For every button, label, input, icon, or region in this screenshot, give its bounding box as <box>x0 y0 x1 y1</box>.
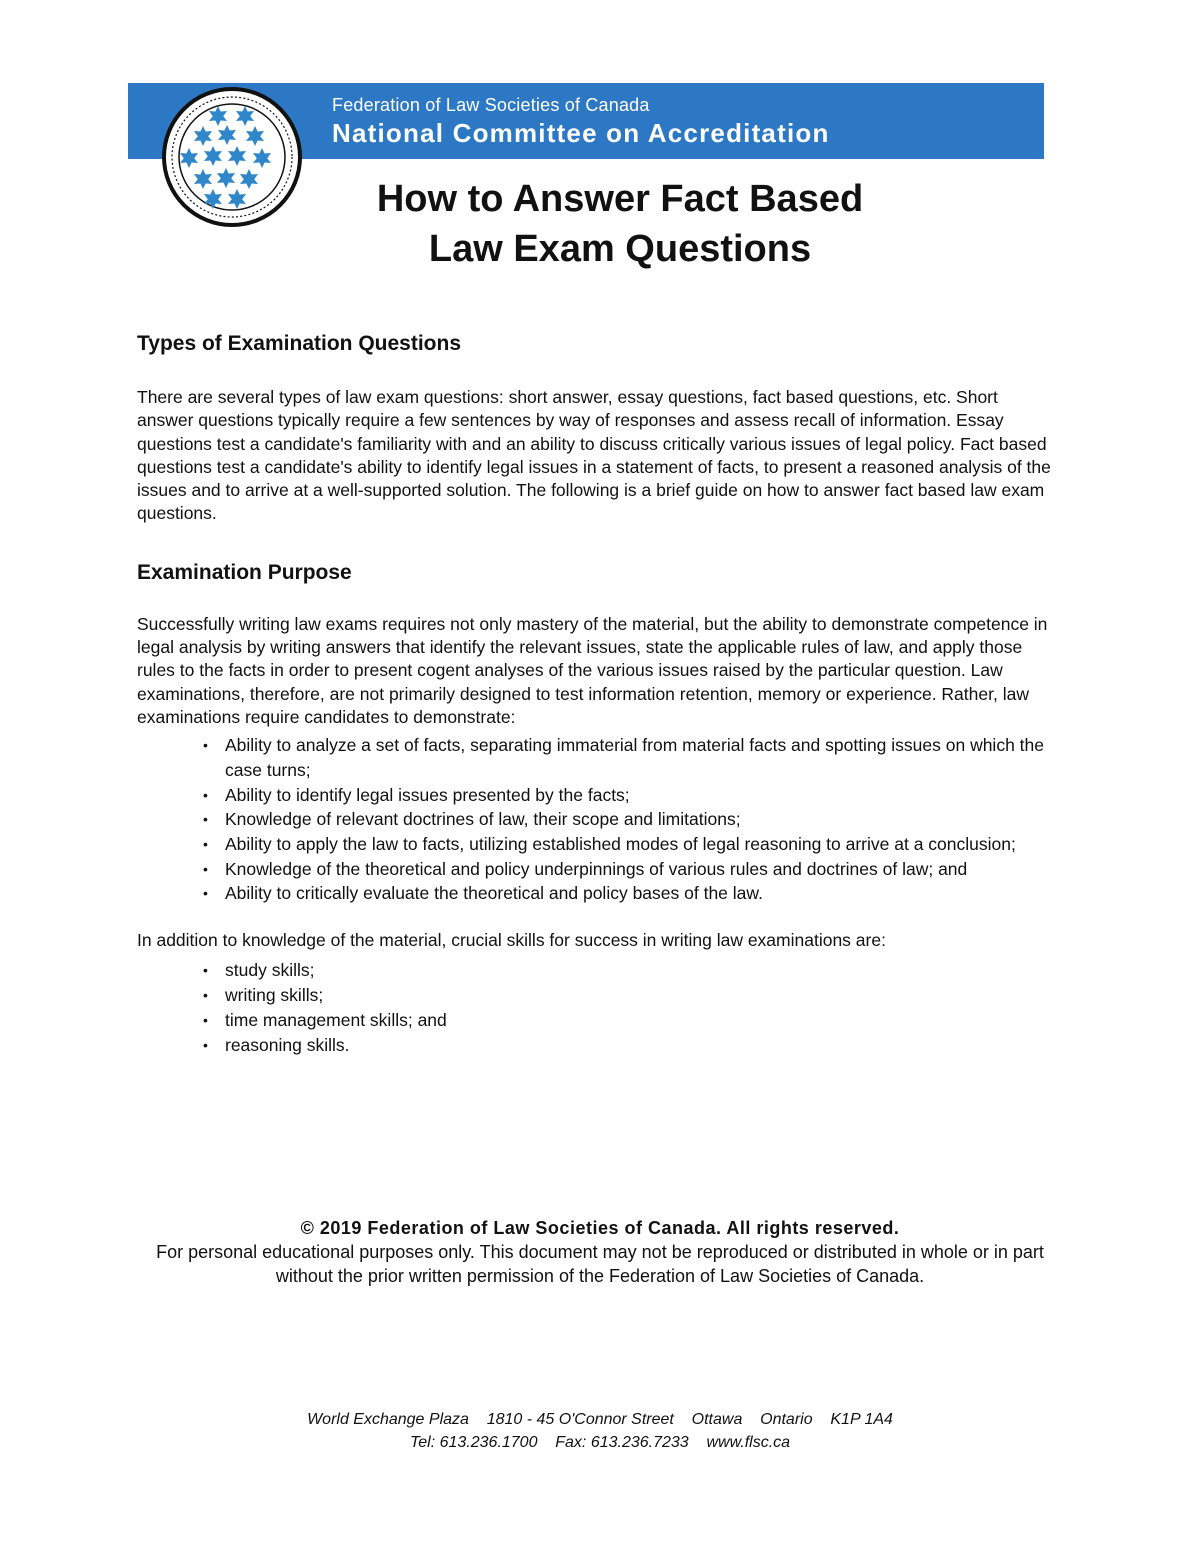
list-item: • Ability to identify legal issues presented by the facts; <box>203 783 1057 808</box>
list-item: • Ability to analyze a set of facts, separating immaterial from material facts and spotting issues on which the case turns; <box>203 733 1057 782</box>
address-postal: K1P 1A4 <box>830 1411 893 1428</box>
usage-restriction: For personal educational purposes only. This document may not be reproduced or distributed in whole or in part without the prior written permission of the Federation of Law Societies of Canada. <box>156 1242 1044 1286</box>
list-item: • Knowledge of relevant doctrines of law, their scope and limitations; <box>203 807 1057 832</box>
skills-list <box>137 958 1057 1057</box>
copyright-line: © 2019 Federation of Law Societies of Canada. All rights reserved. <box>300 1218 900 1238</box>
section-heading-purpose: Examination Purpose <box>137 560 352 584</box>
contact-line <box>100 1431 1100 1454</box>
list-item: • writing skills; <box>203 983 1057 1008</box>
title-line-2: Law Exam Questions <box>428 228 812 270</box>
address-building: World Exchange Plaza <box>307 1411 469 1428</box>
section-paragraph-types: There are several types of law exam questions: short answer, essay questions, fact based questions, etc. Short answer questions typically require a few sentences by way of responses and assess recall of information. Essay questions test a candidate's familiarity with and an ability to discuss critically various issues of legal policy. Fact based questions test a candidate's ability to identify legal issues in a statement of facts, to present a reasoned analysis of the issues and to arrive at a well-supported solution. The following is a brief guide on how to answer fact based law exam questions. <box>137 387 1051 524</box>
address-city: Ottawa <box>691 1411 743 1428</box>
list-item: • Ability to apply the law to facts, utilizing established modes of legal reasoning to arrive at a conclusion; <box>203 832 1057 857</box>
list-item: • time management skills; and <box>203 1008 1057 1033</box>
abilities-list <box>137 733 1057 906</box>
list-item: • reasoning skills. <box>203 1033 1057 1058</box>
list-item: • Knowledge of the theoretical and policy underpinnings of various rules and doctrines of law; and <box>203 857 1057 882</box>
address-street: 1810 - 45 O'Connor Street <box>486 1411 674 1428</box>
page-title <box>300 174 940 274</box>
document-body <box>137 330 1057 1057</box>
section-paragraph-purpose: Successfully writing law exams requires not only mastery of the material, but the ability to demonstrate competence in legal analysis by writing answers that identify the relevant issues, state the applicable rules of law, and apply those rules to the facts in order to present cogent analyses of the various issues raised by the particular question. Law examinations, therefore, are not primarily designed to test information retention, memory or experience. Rather, law examinations require candidates to demonstrate: <box>137 613 1048 727</box>
website-link[interactable]: www.flsc.ca <box>706 1434 791 1451</box>
list-item: • study skills; <box>203 958 1057 983</box>
federation-seal-logo <box>161 86 303 228</box>
address-footer <box>100 1408 1100 1454</box>
org-name: Federation of Law Societies of Canada <box>332 95 650 115</box>
committee-name: National Committee on Accreditation <box>332 118 830 148</box>
section-heading-types: Types of Examination Questions <box>137 332 462 355</box>
fax-number: Fax: 613.236.7233 <box>555 1434 689 1451</box>
copyright-notice <box>100 1216 1100 1288</box>
title-line-1: How to Answer Fact Based <box>376 178 864 220</box>
address-line <box>100 1408 1100 1431</box>
phone-number: Tel: 613.236.1700 <box>409 1434 538 1451</box>
address-province: Ontario <box>760 1411 813 1428</box>
skills-intro: In addition to knowledge of the material, crucial skills for success in writing law examinations are: <box>137 930 886 951</box>
list-item: • Ability to critically evaluate the theoretical and policy bases of the law. <box>203 881 1057 906</box>
